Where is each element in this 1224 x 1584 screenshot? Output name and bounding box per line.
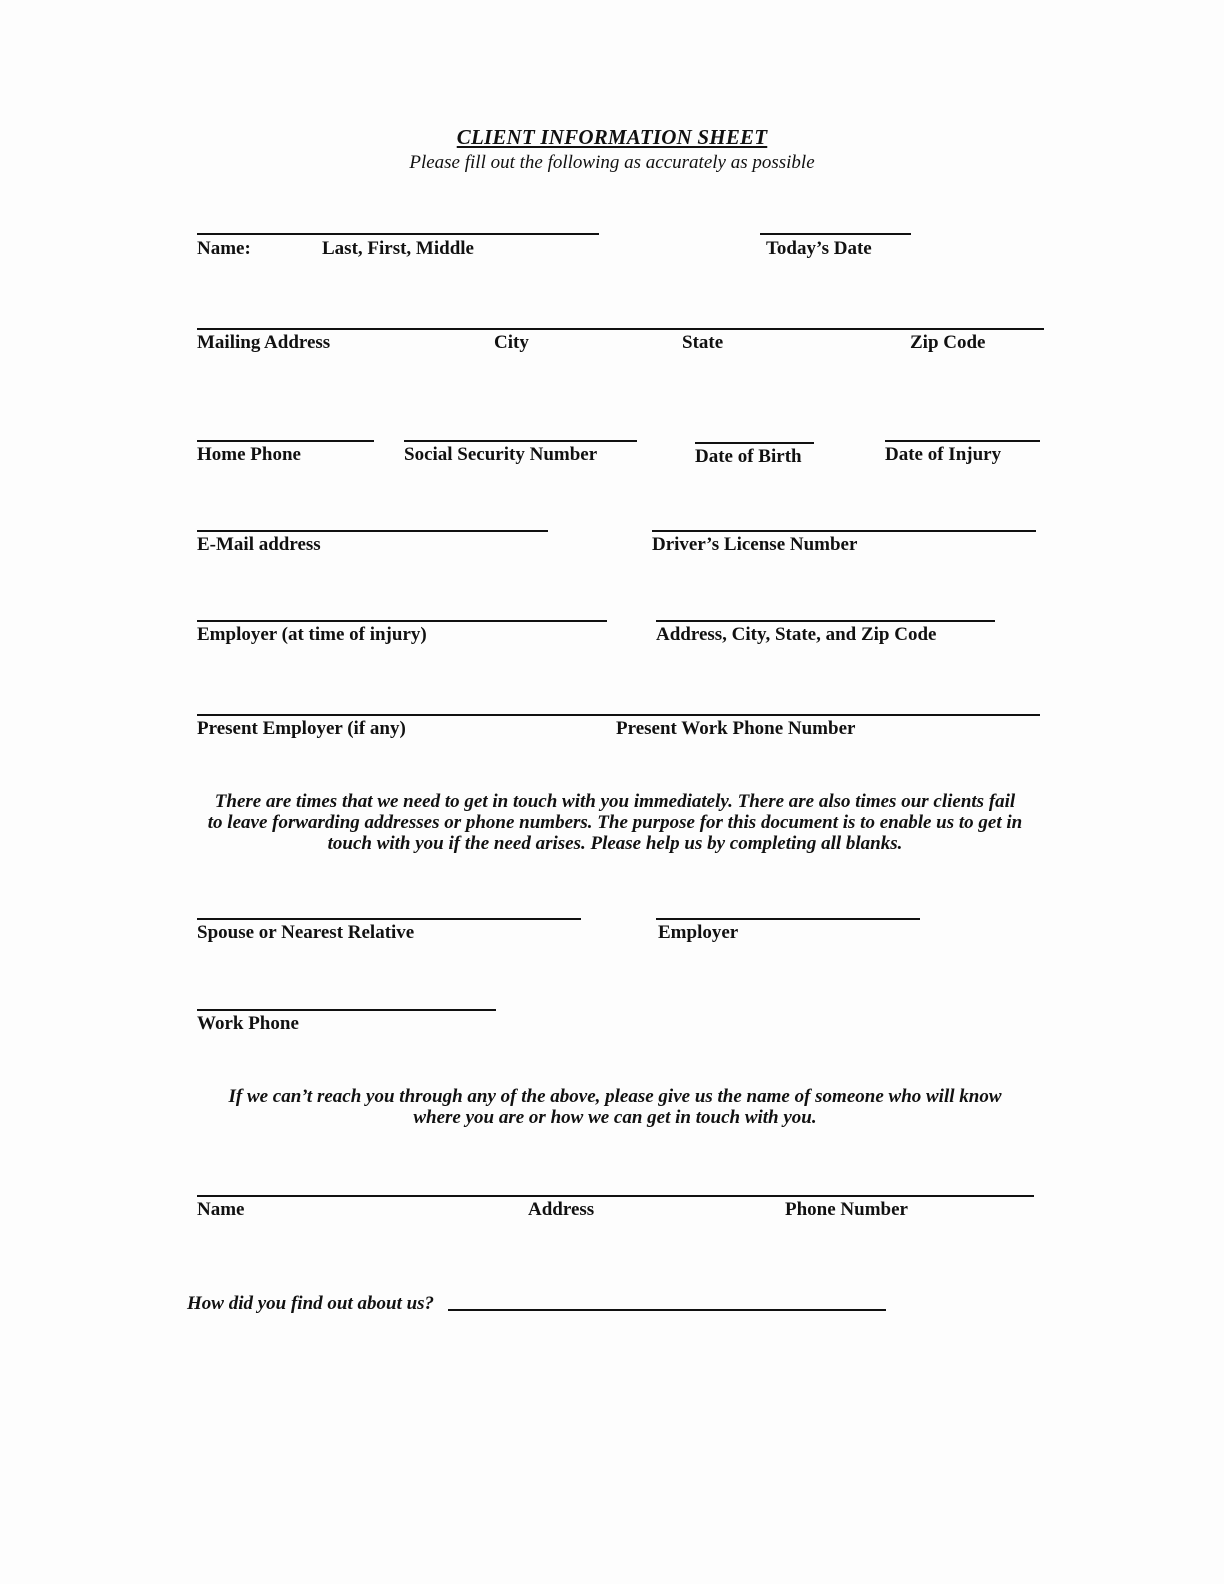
spouse-label: Spouse or Nearest Relative xyxy=(197,922,415,943)
contact-notice xyxy=(150,791,1080,854)
email-field-line[interactable] xyxy=(197,530,548,532)
present-work-phone-label: Present Work Phone Number xyxy=(616,718,856,739)
state-label: State xyxy=(682,332,724,353)
alternate-contact-note-line-1: If we can’t reach you through any of the above, please give us the name of someone who will know xyxy=(228,1086,1002,1107)
date-of-injury-label: Date of Injury xyxy=(885,444,1002,465)
employer-address-label: Address, City, State, and Zip Code xyxy=(656,624,937,645)
employer-at-injury-field-line[interactable] xyxy=(197,620,607,622)
alternate-contact-field-line[interactable] xyxy=(197,1195,1034,1197)
mailing-address-label: Mailing Address xyxy=(197,332,331,353)
date-of-injury-field-line[interactable] xyxy=(885,440,1040,442)
todays-date-field-line[interactable] xyxy=(760,233,911,235)
contact-notice-line-3: touch with you if the need arises. Please help us by completing all blanks. xyxy=(327,833,903,854)
email-label: E-Mail address xyxy=(197,534,321,555)
form-subtitle: Please fill out the following as accurately as possible xyxy=(409,152,815,173)
spouse-field-line[interactable] xyxy=(197,918,581,920)
todays-date-label: Today’s Date xyxy=(766,238,872,259)
mailing-address-field-line[interactable] xyxy=(197,328,1044,330)
relative-employer-field-line[interactable] xyxy=(656,918,920,920)
name-field-line[interactable] xyxy=(197,233,599,235)
alternate-phone-label: Phone Number xyxy=(785,1199,908,1220)
date-of-birth-label: Date of Birth xyxy=(695,446,802,467)
name-label: Name: xyxy=(197,238,251,259)
relative-work-phone-label: Work Phone xyxy=(197,1013,299,1034)
present-employer-label: Present Employer (if any) xyxy=(197,718,406,739)
alternate-name-label: Name xyxy=(197,1199,245,1220)
name-format-label: Last, First, Middle xyxy=(322,238,474,259)
form-title: CLIENT INFORMATION SHEET xyxy=(456,125,768,149)
employer-address-field-line[interactable] xyxy=(656,620,995,622)
contact-notice-line-2: to leave forwarding addresses or phone numbers. The purpose for this document is to enable us to get in xyxy=(207,812,1023,833)
employer-at-injury-label: Employer (at time of injury) xyxy=(197,624,427,645)
relative-work-phone-field-line[interactable] xyxy=(197,1009,496,1011)
relative-employer-label: Employer xyxy=(658,922,739,943)
zip-code-label: Zip Code xyxy=(910,332,986,353)
alternate-contact-note-line-2: where you are or how we can get in touch with you. xyxy=(413,1107,817,1128)
date-of-birth-field-line[interactable] xyxy=(695,442,814,444)
alternate-address-label: Address xyxy=(528,1199,595,1220)
referral-question: How did you find out about us? xyxy=(187,1293,435,1314)
ssn-label: Social Security Number xyxy=(404,444,598,465)
drivers-license-field-line[interactable] xyxy=(652,530,1036,532)
drivers-license-label: Driver’s License Number xyxy=(652,534,858,555)
present-employer-field-line[interactable] xyxy=(197,714,1040,716)
ssn-field-line[interactable] xyxy=(404,440,637,442)
contact-notice-line-1: There are times that we need to get in touch with you immediately. There are also times our clients fail xyxy=(214,791,1016,812)
home-phone-label: Home Phone xyxy=(197,444,301,465)
referral-answer-line[interactable] xyxy=(448,1309,886,1311)
alternate-contact-note xyxy=(150,1086,1080,1128)
city-label: City xyxy=(494,332,529,353)
home-phone-field-line[interactable] xyxy=(197,440,374,442)
